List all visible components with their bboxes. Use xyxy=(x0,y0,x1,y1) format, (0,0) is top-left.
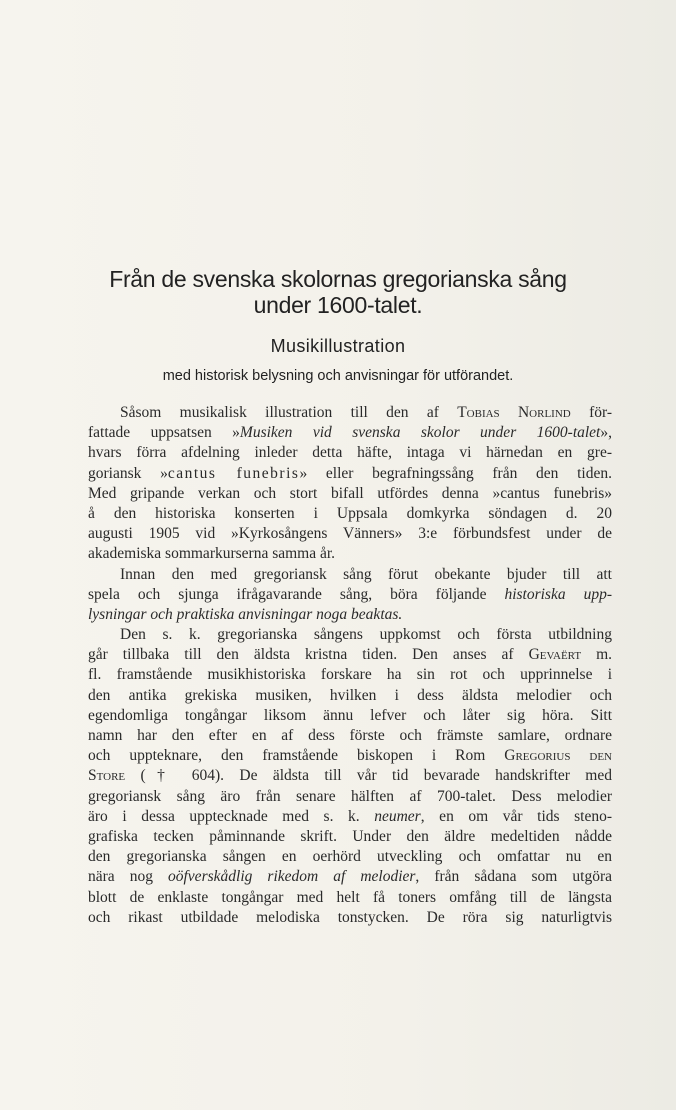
text-line xyxy=(88,605,612,625)
text-line xyxy=(88,766,612,786)
text-run: spela och sjunga ifrågavarande sång, böra följande xyxy=(88,585,505,603)
text-line xyxy=(88,645,612,665)
body-text xyxy=(88,403,612,928)
text-run: och rikast utbildade melodiska tonstycken. De röra sig naturligtvis xyxy=(88,908,612,926)
text-line xyxy=(88,403,612,423)
text-run: grafiska tecken påminnande skrift. Under den äldre medeltiden nådde xyxy=(88,827,612,845)
text-run: » eller begrafningssång från den tiden. xyxy=(299,464,612,482)
text-run: , en om vår tids steno- xyxy=(420,807,612,825)
text-run: Store xyxy=(88,767,126,785)
text-run: fattade uppsatsen » xyxy=(88,424,240,442)
text-line xyxy=(88,827,612,847)
text-line xyxy=(88,484,612,504)
text-run: å den historiska konserten i Uppsala domkyrka söndagen d. 20 xyxy=(88,504,612,522)
text-run: augusti 1905 vid »Kyrkosångens Vänners» 3:e förbundsfest under de xyxy=(88,525,612,543)
text-run: och uppteknare, den framstående biskopen i Rom xyxy=(88,747,505,765)
text-line xyxy=(88,585,612,605)
text-run: Den s. k. gregorianska sångens uppkomst och första utbildning xyxy=(120,626,612,644)
text-run: den gregorianska sången en oerhörd utveckling och omfattar nu en xyxy=(88,848,612,866)
text-run: akademiska sommarkurserna samma år. xyxy=(88,545,336,563)
title-line-1: Från de svenska skolornas gregorianska sång xyxy=(109,266,567,292)
text-run: namn har den efter en af dess förste och främste samlare, ordnare xyxy=(88,727,612,744)
text-line xyxy=(88,625,612,645)
text-run: cantus funebris xyxy=(167,464,300,482)
text-line xyxy=(88,504,612,524)
text-run: blott de enklaste tongångar med helt få toners omfång till de längsta xyxy=(88,888,612,906)
text-line xyxy=(88,706,612,726)
text-run: fl. framstående musikhistoriska forskare ha sin rot och upprinnelse i xyxy=(88,666,612,684)
text-line xyxy=(88,726,612,746)
text-line xyxy=(88,464,612,484)
text-run: gregoriansk sång äro från senare hälften af 700-talet. Dess melodier xyxy=(88,787,612,805)
title-line-2: under 1600-talet. xyxy=(253,292,423,318)
section-subtitle: Musikillustration xyxy=(270,336,406,356)
text-line xyxy=(88,565,612,585)
text-run: för- xyxy=(570,404,612,421)
text-run: Såsom musikalisk illustration till den af xyxy=(120,404,458,421)
text-run: Gregorius den xyxy=(504,747,612,765)
text-line xyxy=(88,524,612,544)
text-line xyxy=(88,888,612,908)
text-run: Med gripande verkan och stort bifall utfördes denna »cantus funebris» xyxy=(88,484,612,502)
text-run: hvars förra afdelning inleder detta häfte, intaga vi härnedan en gre- xyxy=(88,444,612,462)
text-run: historiska upp- xyxy=(504,585,613,603)
text-run: Tobias Norlind xyxy=(457,404,571,421)
text-line xyxy=(88,746,612,766)
text-run: oöfverskådlig rikedom af melodier xyxy=(168,868,416,886)
chapter-title xyxy=(60,266,616,318)
text-line xyxy=(88,787,612,807)
text-line xyxy=(88,443,612,463)
text-line xyxy=(88,847,612,867)
text-run: », xyxy=(600,424,612,442)
text-line xyxy=(88,807,612,827)
text-run: Innan den med gregoriansk sång förut obekante bjuder till att xyxy=(120,565,612,583)
text-run: Musiken vid svenska skolor under 1600-talet xyxy=(239,424,601,442)
text-line xyxy=(88,686,612,706)
text-run: äro i dessa upptecknade med s. k. xyxy=(88,807,375,825)
text-run: goriansk » xyxy=(88,464,168,482)
text-run: neumer xyxy=(374,807,421,825)
text-run: den antika grekiska musiken, hvilken i dess äldsta melodier och xyxy=(88,686,612,704)
text-run: går tillbaka till den äldsta kristna tiden. Den anses af xyxy=(88,646,529,664)
text-line xyxy=(88,544,612,564)
text-run: egendomliga tongångar liksom ännu lefver och låter sig höra. Sitt xyxy=(88,706,612,724)
text-line xyxy=(88,423,612,443)
text-line xyxy=(88,867,612,887)
text-line xyxy=(88,665,612,685)
text-run: m. xyxy=(581,646,612,664)
section-description: med historisk belysning och anvisningar för utförandet. xyxy=(162,368,514,384)
text-run: , från sådana som utgöra xyxy=(415,868,612,886)
text-line xyxy=(88,908,612,928)
text-run: nära nog xyxy=(88,868,168,886)
text-run: lysningar och praktiska anvisningar noga beaktas. xyxy=(88,605,403,623)
text-run: († 604). De äldsta till vår tid bevarade handskrifter med xyxy=(125,767,612,785)
text-run: Gevaërt xyxy=(528,646,582,664)
